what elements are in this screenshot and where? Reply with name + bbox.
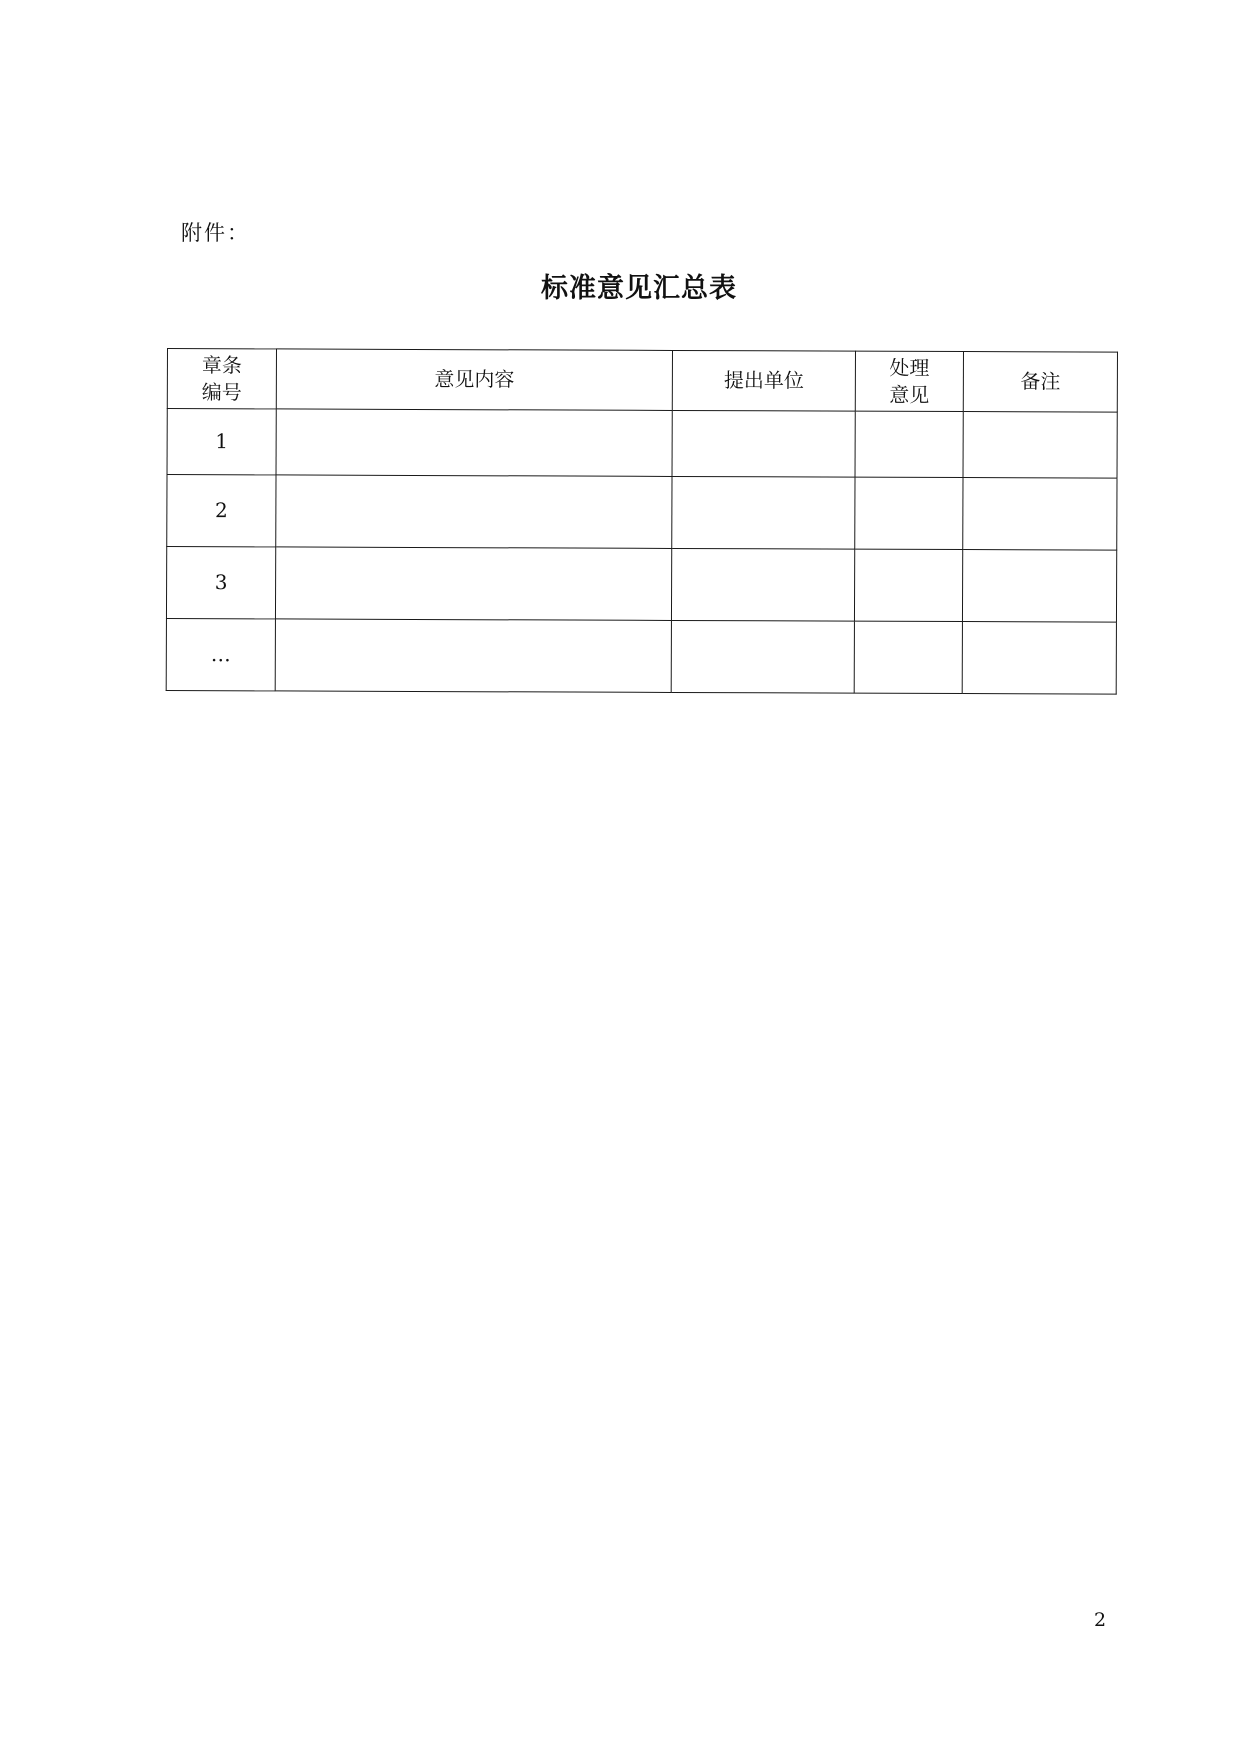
table-row <box>166 547 1116 623</box>
cell-remarks <box>963 478 1117 551</box>
cell-submitting-unit <box>672 476 855 549</box>
opinion-summary-table <box>166 348 1118 695</box>
cell-opinion-content <box>275 619 671 693</box>
table-row <box>166 618 1116 694</box>
header-clause-number <box>167 349 276 409</box>
header-handling-opinion-line1: 处理 <box>889 355 930 380</box>
cell-clause-number: 2 <box>167 475 276 547</box>
header-handling-opinion <box>855 351 963 411</box>
cell-opinion-content <box>276 475 672 549</box>
cell-handling-opinion <box>855 411 963 477</box>
cell-opinion-content <box>275 547 671 621</box>
header-remarks: 备注 <box>963 352 1117 413</box>
header-clause-number-line2: 编号 <box>201 379 242 404</box>
cell-handling-opinion <box>855 477 963 549</box>
table-row <box>167 475 1117 551</box>
cell-handling-opinion <box>854 549 962 621</box>
table-row <box>167 409 1117 479</box>
header-opinion-content: 意见内容 <box>276 349 672 411</box>
table-header-row <box>167 349 1117 413</box>
cell-handling-opinion <box>854 621 962 693</box>
page-title: 标准意见汇总表 <box>541 273 737 304</box>
cell-remarks <box>962 622 1116 695</box>
cell-clause-number: … <box>166 618 275 690</box>
cell-opinion-content <box>276 409 672 477</box>
page-number: 2 <box>1094 1609 1107 1631</box>
cell-submitting-unit <box>671 548 854 621</box>
header-submitting-unit: 提出单位 <box>672 350 855 411</box>
cell-clause-number: 1 <box>167 409 276 475</box>
cell-remarks <box>963 412 1117 479</box>
header-clause-number-line1: 章条 <box>201 352 242 377</box>
cell-submitting-unit <box>671 620 854 693</box>
cell-remarks <box>962 550 1116 623</box>
cell-submitting-unit <box>672 410 855 477</box>
cell-clause-number: 3 <box>166 547 275 619</box>
header-handling-opinion-line2: 意见 <box>889 382 930 407</box>
attachment-label: 附件： <box>181 221 250 245</box>
